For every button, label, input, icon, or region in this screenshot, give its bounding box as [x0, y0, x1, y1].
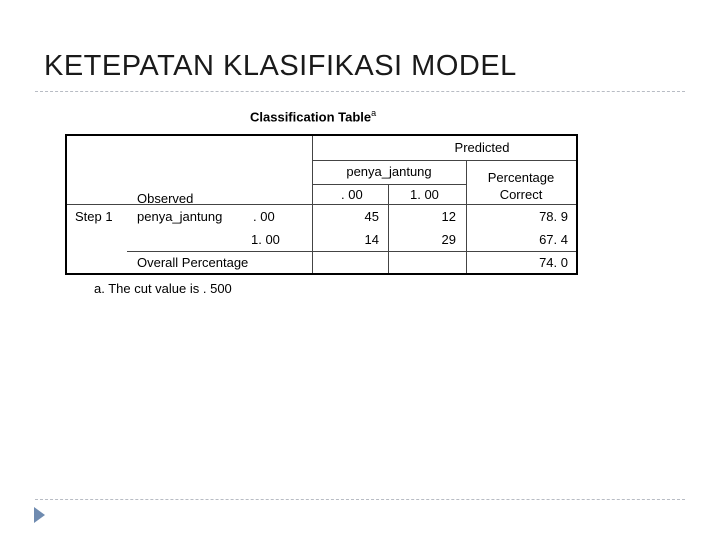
top-divider [35, 91, 685, 92]
cell-value: 78. 9 [539, 209, 568, 224]
cell-value: 12 [441, 209, 456, 224]
row-category: 1. 00 [251, 232, 280, 247]
caption-text: Classification Table [250, 109, 372, 125]
header-correct: Correct [499, 187, 543, 202]
col-header-000: . 00 [341, 187, 363, 202]
row-category: . 00 [253, 209, 275, 224]
classification-table [65, 134, 578, 275]
grid-line [388, 184, 389, 273]
bullet-arrow-icon [34, 507, 45, 523]
overall-percentage: 74. 0 [539, 255, 568, 270]
table-caption [250, 108, 376, 124]
grid-line [312, 160, 576, 161]
cell-value: 67. 4 [539, 232, 568, 247]
header-predicted: Predicted [454, 140, 510, 155]
overall-label: Overall Percentage [137, 255, 249, 270]
step-label: Step 1 [75, 209, 113, 224]
grid-line [312, 184, 466, 185]
header-observed: Observed [137, 191, 194, 206]
row-variable: penya_jantung [137, 209, 223, 224]
col-header-100: 1. 00 [410, 187, 439, 202]
cell-value: 14 [364, 232, 379, 247]
cell-value: 29 [441, 232, 456, 247]
caption-superscript: a [371, 108, 377, 118]
header-dependent-var: penya_jantung [346, 164, 432, 179]
cell-value: 45 [364, 209, 379, 224]
bottom-divider [35, 499, 685, 500]
slide-title: KETEPATAN KLASIFIKASI MODEL [44, 50, 517, 82]
grid-line [127, 251, 576, 252]
table-footnote: a. The cut value is . 500 [94, 281, 232, 296]
header-percentage: Percentage [487, 170, 555, 185]
